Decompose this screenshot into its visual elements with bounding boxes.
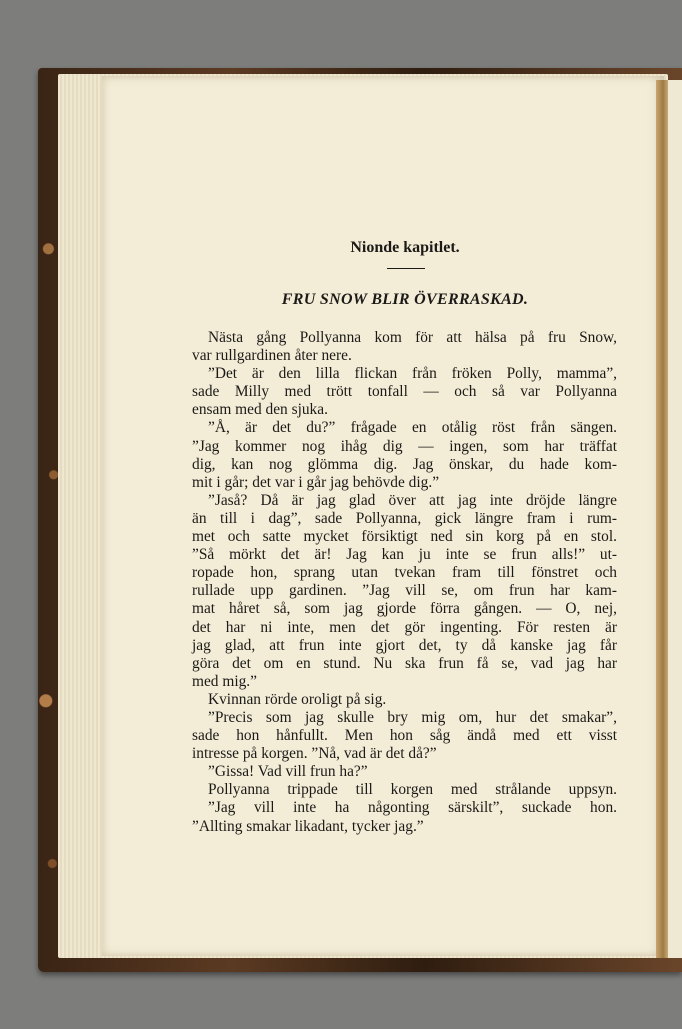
text-line: rullade upp gardinen. ”Jag vill se, om frun har kam- — [192, 582, 617, 600]
text-line: mat håret så, som jag gjorde förra gången. — O, nej, — [192, 600, 617, 618]
heading-rule — [387, 268, 425, 269]
text-line: ”Gissa! Vad vill frun ha?” — [208, 763, 368, 781]
text-line: ”Jag kommer nog ihåg dig — ingen, som har träffat — [192, 437, 617, 455]
text-line: Pollyanna trippade till korgen med strålande uppsyn. — [208, 781, 617, 799]
text-line: ”Jag vill inte ha någonting särskilt”, suckade hon. — [208, 799, 617, 817]
text-line: än till i dag”, sade Pollyanna, gick längre fram i rum- — [192, 509, 617, 527]
text-line: göra det om en stund. Nu ska frun få se, vad jag har — [192, 654, 617, 672]
facing-page-edge — [668, 80, 682, 958]
chapter-title: FRU SNOW BLIR ÖVERRASKAD. — [281, 291, 529, 308]
text-line: met och satte mycket försiktigt ned sin korg på en stol. — [192, 528, 617, 546]
text-line: ropade hon, sprang utan tvekan fram till fönstret och — [192, 564, 617, 582]
text-line: ”Det är den lilla flickan från fröken Polly, mamma”, — [208, 365, 617, 383]
chapter-heading: Nionde kapitlet. — [350, 239, 460, 256]
text-line: ”Å, är det du?” frågade en otålig röst från sängen. — [208, 419, 617, 437]
text-line: sade Milly med trött tonfall — och så var Pollyanna — [192, 383, 617, 401]
text-line: Kvinnan rörde oroligt på sig. — [208, 690, 387, 708]
text-line: ensam med den sjuka. — [192, 401, 328, 419]
text-line: ”Så mörkt det är! Jag kan ju inte se frun alls!” ut- — [192, 546, 617, 564]
text-line: var rullgardinen åter nere. — [192, 347, 352, 365]
text-line: ”Allting smakar likadant, tycker jag.” — [192, 817, 424, 835]
text-line: intresse på korgen. ”Nå, vad är det då?” — [192, 745, 437, 763]
text-line: sade hon hånfullt. Men hon såg ändå med ett visst — [192, 727, 617, 745]
text-line: jag glad, att frun inte gjort det, ty då kanske jag får — [192, 636, 617, 654]
text-line: Nästa gång Pollyanna kom för att hälsa på fru Snow, — [208, 329, 617, 346]
text-line: dig, kan nog glömma dig. Jag önskar, du hade kom- — [192, 455, 617, 473]
text-line: ”Jaså? Då är jag glad över att jag inte dröjde längre — [208, 491, 617, 509]
text-line: med mig.” — [192, 672, 257, 690]
text-line: det har ni inte, men det gör ingenting. För resten är — [192, 618, 617, 636]
text-line: mit i går; det var i går jag behövde dig.” — [192, 473, 440, 491]
text-line: ”Precis som jag skulle bry mig om, hur det smakar”, — [208, 708, 617, 726]
body-text — [192, 329, 617, 836]
